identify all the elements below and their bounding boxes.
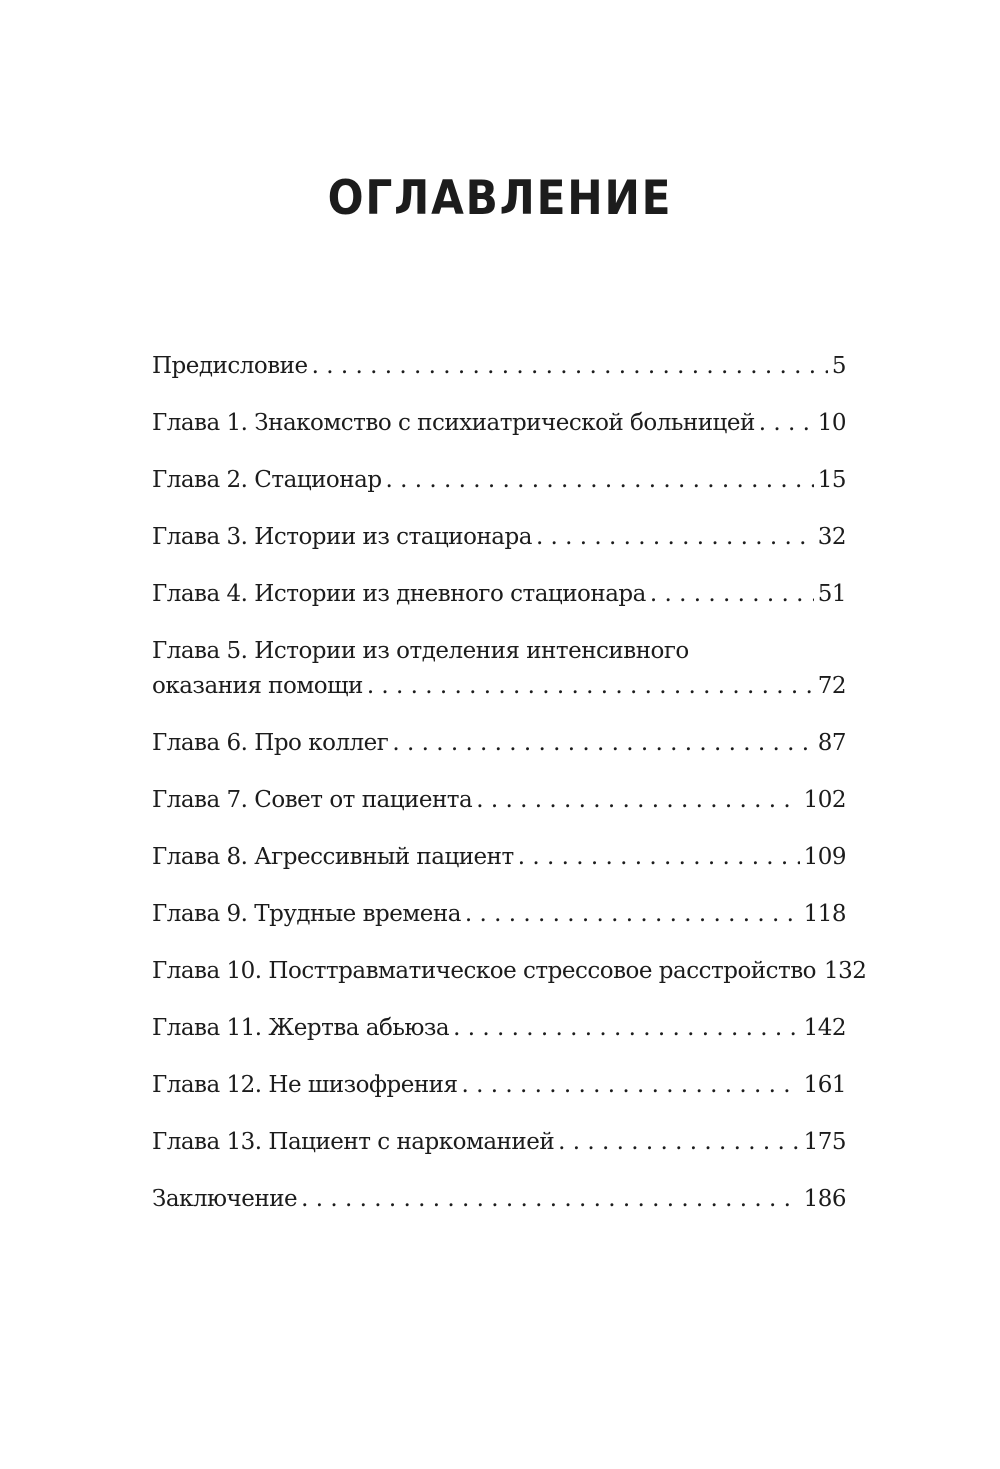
- dot-leader: [301, 1181, 799, 1217]
- toc-entry-title: Глава 6. Про коллег: [152, 730, 389, 756]
- toc-entry-page: 175: [803, 1129, 846, 1155]
- toc-entry-page: 161: [803, 1072, 846, 1098]
- toc-entry-page: 142: [803, 1015, 846, 1041]
- toc-entry-title: Глава 4. Истории из дневного стационара: [152, 581, 646, 607]
- page-title: ОГЛАВЛЕНИЕ: [327, 171, 673, 227]
- dot-leader: [312, 348, 828, 384]
- toc-entry-page: 109: [803, 844, 846, 870]
- toc-entry-title-line1: Глава 5. Истории из отделения интенсивного: [152, 638, 689, 664]
- toc-entry-page: 5: [831, 353, 846, 379]
- toc-entry-chapter-4[interactable]: [152, 576, 846, 612]
- table-of-contents: [152, 348, 867, 1238]
- toc-entry-title: Глава 8. Агрессивный пациент: [152, 844, 514, 870]
- toc-entry-page: 72: [817, 673, 846, 699]
- toc-entry-chapter-8[interactable]: [152, 839, 846, 875]
- toc-entry-page: 132: [824, 958, 867, 984]
- toc-entry-chapter-1[interactable]: [152, 405, 846, 441]
- dot-leader: [650, 576, 814, 612]
- toc-entry-chapter-13[interactable]: [152, 1124, 846, 1160]
- toc-entry-title: Предисловие: [152, 353, 308, 379]
- toc-entry-conclusion[interactable]: [152, 1181, 846, 1217]
- toc-entry-title: Заключение: [152, 1186, 298, 1212]
- toc-entry-page: 15: [817, 467, 846, 493]
- toc-entry-page: 10: [817, 410, 846, 436]
- toc-entry-page: 102: [803, 787, 846, 813]
- toc-entry-page: 118: [803, 901, 846, 927]
- toc-entry-title: Глава 12. Не шизофрения: [152, 1072, 458, 1098]
- dot-leader: [518, 839, 800, 875]
- dot-leader: [476, 782, 799, 818]
- toc-entry-title: Глава 7. Совет от пациента: [152, 787, 473, 813]
- toc-entry-chapter-6[interactable]: [152, 725, 846, 761]
- toc-entry-chapter-7[interactable]: [152, 782, 846, 818]
- toc-entry-page: 51: [817, 581, 846, 607]
- toc-entry-title: Глава 10. Посттравматическое стрессовое расстройство: [152, 958, 817, 984]
- dot-leader: [453, 1010, 799, 1046]
- toc-entry-title: Глава 3. Истории из стационара: [152, 524, 532, 550]
- dot-leader: [465, 896, 800, 932]
- toc-entry-chapter-3[interactable]: [152, 519, 846, 555]
- dot-leader: [386, 462, 814, 498]
- toc-entry-page: 186: [803, 1186, 846, 1212]
- dot-leader: [462, 1067, 800, 1103]
- toc-entry-title: Глава 9. Трудные времена: [152, 901, 461, 927]
- dot-leader: [759, 405, 814, 441]
- toc-entry-title: Глава 2. Стационар: [152, 467, 382, 493]
- toc-entry-page: 32: [817, 524, 846, 550]
- toc-entry-chapter-11[interactable]: [152, 1010, 846, 1046]
- toc-entry-chapter-5[interactable]: [152, 633, 846, 704]
- dot-leader: [392, 725, 813, 761]
- toc-entry-title: Глава 1. Знакомство с психиатрической больницей: [152, 410, 755, 436]
- toc-entry-preface[interactable]: [152, 348, 846, 384]
- dot-leader: [536, 519, 814, 555]
- dot-leader: [558, 1124, 799, 1160]
- toc-entry-title: Глава 11. Жертва абьюза: [152, 1015, 450, 1041]
- toc-entry-title: Глава 13. Пациент с наркоманией: [152, 1129, 555, 1155]
- toc-entry-chapter-2[interactable]: [152, 462, 846, 498]
- toc-entry-chapter-12[interactable]: [152, 1067, 846, 1103]
- toc-entry-chapter-10[interactable]: [152, 953, 867, 989]
- toc-entry-title-line2: оказания помощи: [152, 673, 363, 699]
- toc-entry-chapter-9[interactable]: [152, 896, 846, 932]
- toc-entry-page: 87: [817, 730, 846, 756]
- dot-leader: [367, 668, 814, 704]
